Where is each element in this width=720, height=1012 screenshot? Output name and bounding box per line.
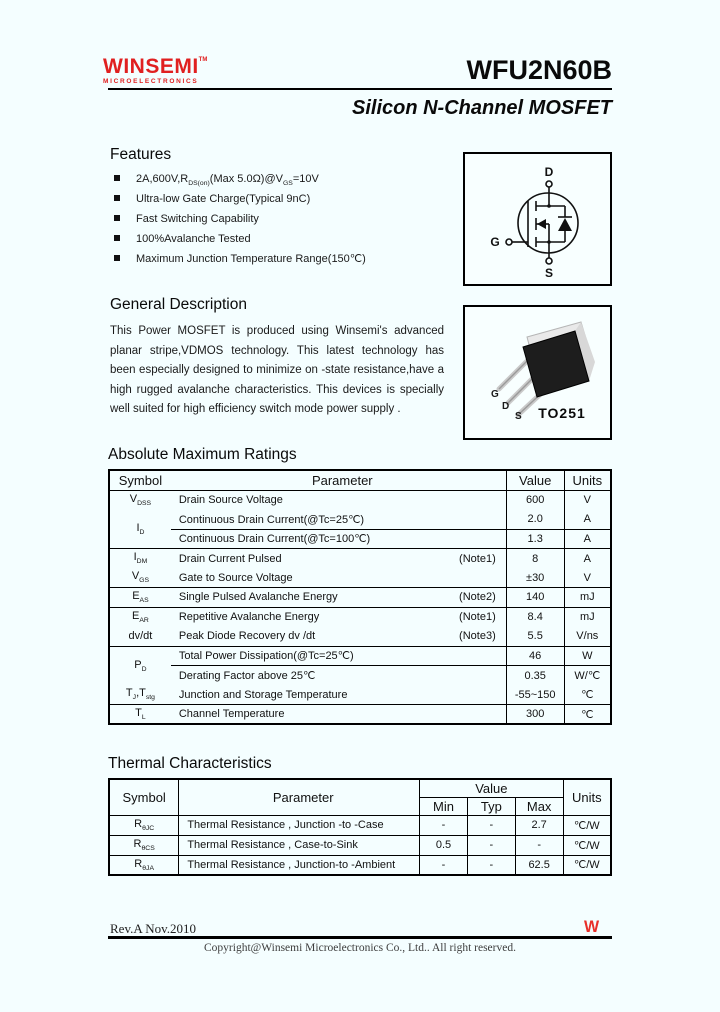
value-cell: 8 xyxy=(506,549,564,569)
thermal-characteristics-section xyxy=(108,755,612,876)
note-reference: (Note3) xyxy=(459,630,496,642)
package-box xyxy=(463,305,612,440)
value-cell: 600 xyxy=(506,490,564,510)
max-cell: - xyxy=(515,835,563,855)
general-description-section xyxy=(110,296,444,420)
column-header-parameter: Parameter xyxy=(179,779,420,815)
feature-text: Fast Switching Capability xyxy=(136,213,259,225)
symbol-cell: $E_{AR}$ xyxy=(109,607,171,627)
table-row xyxy=(109,549,611,569)
value-cell: 2.0 xyxy=(506,510,564,530)
typ-cell: - xyxy=(467,835,515,855)
revision-text: Rev.A Nov.2010 xyxy=(110,921,197,936)
brand-name: WINSEMI xyxy=(103,55,199,78)
value-cell: 140 xyxy=(506,588,564,608)
column-header-typ: Typ xyxy=(467,797,515,815)
symbol-cell: $V_{DSS}$ xyxy=(129,492,152,508)
feature-item xyxy=(110,231,458,251)
mosfet-symbol-diagram xyxy=(465,154,610,284)
value-cell: 300 xyxy=(506,705,564,725)
parameter-cell: Junction and Storage Temperature xyxy=(178,688,348,701)
column-header-symbol: Symbol xyxy=(109,470,171,490)
column-header-units: Units xyxy=(563,779,611,815)
part-number: WFU2N60B xyxy=(466,55,612,85)
units-cell: ℃/W xyxy=(563,835,611,855)
table-row xyxy=(109,855,611,875)
table-row xyxy=(109,666,611,686)
table-row xyxy=(109,568,611,588)
package-name-label: TO251 xyxy=(538,405,586,421)
source-label: S xyxy=(544,266,554,280)
pin-label-s: S xyxy=(515,411,522,422)
mosfet-symbol-box xyxy=(463,152,612,286)
table-row xyxy=(109,588,611,608)
header-rule xyxy=(108,88,612,90)
column-header-value: Value xyxy=(506,470,564,490)
features-section xyxy=(110,146,458,271)
table-header-row xyxy=(109,779,611,797)
footer-rule xyxy=(108,936,612,939)
brand-subtitle: MICROELECTRONICS xyxy=(103,78,199,85)
units-cell: A xyxy=(564,529,611,549)
symbol-cell: $I_{DM}$ xyxy=(109,549,171,569)
table-row xyxy=(109,705,611,725)
column-header-symbol: Symbol xyxy=(109,779,179,815)
value-cell: -55~150 xyxy=(506,685,564,705)
units-cell: A xyxy=(564,549,611,569)
table-row xyxy=(109,685,611,705)
units-cell: V/ns xyxy=(564,627,611,647)
units-cell: ℃/W xyxy=(563,855,611,875)
parameter-cell xyxy=(171,607,506,627)
square-bullet-icon xyxy=(114,215,120,221)
parameter-cell: Continuous Drain Current(@Tc=25℃) xyxy=(178,513,365,526)
column-header-min: Min xyxy=(420,797,468,815)
parameter-cell: Continuous Drain Current(@Tc=100℃) xyxy=(171,529,506,549)
amr-heading: Absolute Maximum Ratings xyxy=(108,446,297,463)
symbol-cell: $R_{\theta JA}$ xyxy=(109,855,179,875)
note-reference: (Note1) xyxy=(459,611,496,623)
trademark-symbol: TM xyxy=(198,57,208,63)
drain-label: D xyxy=(544,165,554,179)
square-bullet-icon xyxy=(114,255,120,261)
pin-label-g: G xyxy=(491,389,499,400)
symbol-cell: $R_{\theta JC}$ xyxy=(109,815,179,835)
symbol-cell: $R_{\theta CS}$ xyxy=(109,835,179,855)
max-cell: 62.5 xyxy=(515,855,563,875)
column-header-units: Units xyxy=(564,470,611,490)
parameter-text: Repetitive Avalanche Energy xyxy=(178,611,320,623)
body-diode-icon xyxy=(558,218,572,231)
thermal-characteristics-table xyxy=(108,778,612,876)
units-cell: mJ xyxy=(564,607,611,627)
symbol-cell: $T_L$ xyxy=(109,705,171,725)
parameter-cell: Total Power Dissipation(@Tc=25℃) xyxy=(171,646,506,666)
units-cell: ℃/W xyxy=(563,815,611,835)
units-cell: ℃ xyxy=(564,685,611,705)
parameter-cell: Derating Factor above 25℃ xyxy=(171,666,506,686)
features-list xyxy=(110,171,458,271)
table-row xyxy=(109,815,611,835)
parameter-text: Drain Current Pulsed xyxy=(178,552,282,565)
parameter-text: Peak Diode Recovery dv /dt xyxy=(178,630,316,642)
feature-item xyxy=(110,171,458,191)
symbol-cell: $E_{AS}$ xyxy=(109,588,171,608)
column-header-max: Max xyxy=(515,797,563,815)
feature-text: $2A,600V,R_{DS(on)}(Max$ $5.0\Omega)@V_{GS}=10V$ xyxy=(136,173,319,188)
table-row xyxy=(109,510,611,530)
units-cell: A xyxy=(564,510,611,530)
square-bullet-icon xyxy=(114,195,120,201)
parameter-cell: Thermal Resistance , Junction -to -Case xyxy=(179,815,420,835)
square-bullet-icon xyxy=(114,175,120,181)
value-cell: 5.5 xyxy=(506,627,564,647)
note-reference: (Note2) xyxy=(459,591,496,604)
parameter-cell xyxy=(171,627,506,647)
value-cell: 1.3 xyxy=(506,529,564,549)
table-header-row xyxy=(109,470,611,490)
symbol-cell: $I_D$ xyxy=(136,521,145,536)
value-cell: ±30 xyxy=(506,568,564,588)
parameter-cell xyxy=(171,549,506,569)
value-cell: 46 xyxy=(506,646,564,666)
parameter-cell: Drain Source Voltage xyxy=(178,494,283,506)
feature-item xyxy=(110,211,458,231)
units-cell: V xyxy=(564,568,611,588)
table-row xyxy=(109,835,611,855)
min-cell: - xyxy=(420,855,468,875)
column-header-value: Value xyxy=(420,779,563,797)
symbol-cell: $V_{GS}$ xyxy=(131,570,150,585)
units-cell: V xyxy=(564,490,611,510)
parameter-cell: Gate to Source Voltage xyxy=(178,571,293,584)
thermal-heading: Thermal Characteristics xyxy=(108,755,272,772)
symbol-cell: dv/dt xyxy=(128,630,153,642)
copyright-text: Copyright@Winsemi Microelectronics Co., Ltd.. All right reserved. xyxy=(204,942,516,954)
general-description-text: This Power MOSFET is produced using Winsemi's advanced planar stripe,VDMOS technology. This latest technology has been especially designed to minimize on -state resistance,have a high rugged avalanche characteristics. This devices is specially well suited for high efficiency switch mode power supply . xyxy=(110,325,444,415)
features-heading: Features xyxy=(110,146,172,163)
footer-logo-mark: W xyxy=(584,918,599,937)
max-cell: 2.7 xyxy=(515,815,563,835)
units-cell: W/℃ xyxy=(564,666,611,686)
table-row xyxy=(109,627,611,647)
mosfet-arrow-icon xyxy=(537,219,546,229)
column-header-parameter: Parameter xyxy=(171,470,506,490)
feature-item xyxy=(110,251,458,271)
symbol-cell: $P_D$ xyxy=(109,646,171,685)
table-row xyxy=(109,490,611,510)
parameter-cell: Channel Temperature xyxy=(171,705,506,725)
absolute-maximum-ratings-table xyxy=(108,469,612,725)
brand-logo xyxy=(103,57,233,85)
units-cell: mJ xyxy=(564,588,611,608)
note-reference: (Note1) xyxy=(459,552,496,565)
general-description-heading: General Description xyxy=(110,296,247,313)
table-row xyxy=(109,529,611,549)
package-photo xyxy=(465,307,610,438)
pin-label-d: D xyxy=(502,401,510,412)
parameter-cell xyxy=(171,588,506,608)
symbol-cell: $T_J,T_{stg}$ xyxy=(125,687,155,702)
feature-item xyxy=(110,191,458,211)
typ-cell: - xyxy=(467,855,515,875)
min-cell: 0.5 xyxy=(420,835,468,855)
table-row xyxy=(109,646,611,666)
parameter-cell: Thermal Resistance , Junction-to -Ambient xyxy=(179,855,420,875)
units-cell: W xyxy=(564,646,611,666)
parameter-text: Single Pulsed Avalanche Energy xyxy=(178,591,338,604)
min-cell: - xyxy=(420,815,468,835)
value-cell: 8.4 xyxy=(506,607,564,627)
value-cell: 0.35 xyxy=(506,666,564,686)
gate-label: G xyxy=(490,235,500,249)
square-bullet-icon xyxy=(114,235,120,241)
feature-text: Ultra-low Gate Charge(Typical 9nC) xyxy=(136,193,311,205)
feature-text: 100%Avalanche Tested xyxy=(136,233,251,245)
parameter-cell: Thermal Resistance , Case-to-Sink xyxy=(179,835,420,855)
typ-cell: - xyxy=(467,815,515,835)
absolute-maximum-ratings-section xyxy=(108,446,612,725)
table-row xyxy=(109,607,611,627)
feature-text: Maximum Junction Temperature Range(150℃) xyxy=(136,253,366,265)
page-subtitle: Silicon N-Channel MOSFET xyxy=(351,97,612,119)
units-cell: ℃ xyxy=(564,705,611,725)
